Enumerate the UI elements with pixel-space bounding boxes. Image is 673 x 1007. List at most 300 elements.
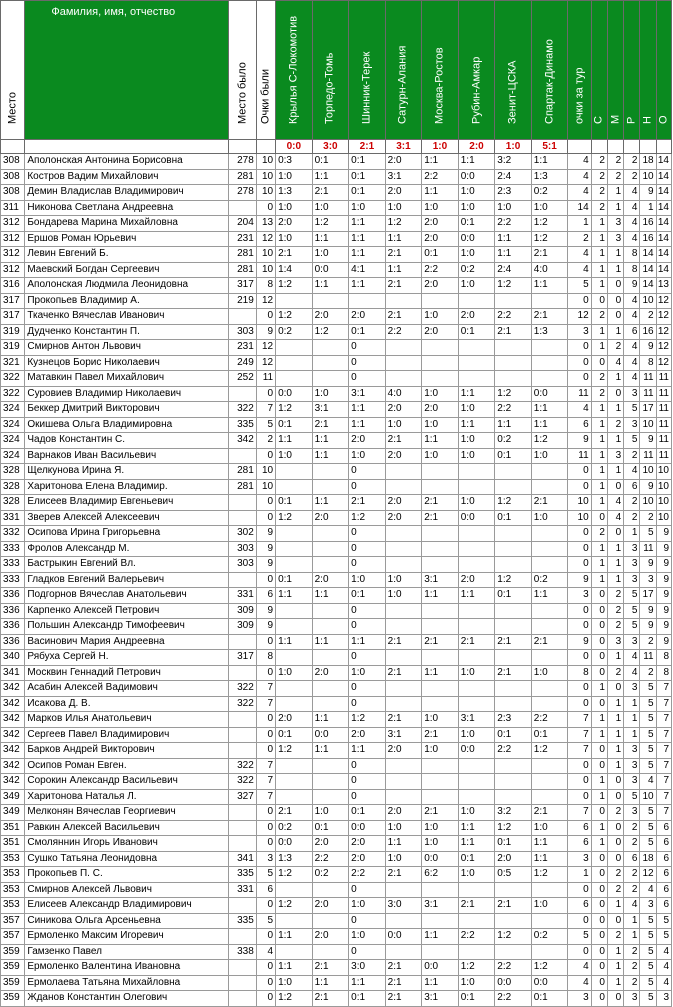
stat-cell: 11	[656, 448, 671, 464]
prediction-cell	[422, 619, 459, 635]
place-cell: 319	[1, 324, 25, 340]
tour-points-cell: 7	[568, 805, 591, 821]
table-row	[1, 309, 672, 325]
prediction-cell: 2:1	[385, 433, 422, 449]
prev-points-cell: 0	[256, 743, 275, 759]
prev-points-cell: 5	[256, 867, 275, 883]
stat-cell: 14	[656, 185, 671, 201]
stat-cell: 2	[607, 417, 623, 433]
prediction-cell: 1:0	[495, 200, 532, 216]
prediction-cell	[495, 944, 532, 960]
prediction-cell	[385, 541, 422, 557]
table-row	[1, 371, 672, 387]
table-row	[1, 340, 672, 356]
place-cell: 312	[1, 231, 25, 247]
prediction-cell	[458, 479, 495, 495]
prediction-cell: 1:1	[495, 231, 532, 247]
prediction-cell: 2:0	[385, 402, 422, 418]
name-cell: Елисеев Владимир Евгеньевич	[25, 495, 229, 511]
prediction-cell: 3:1	[422, 898, 459, 914]
prediction-cell	[495, 340, 532, 356]
stat-cell: 0	[591, 588, 607, 604]
prediction-cell: 1:1	[495, 417, 532, 433]
prediction-cell: 2:1	[422, 727, 459, 743]
table-row	[1, 386, 672, 402]
name-cell: Прокопьев П. С.	[25, 867, 229, 883]
stat-cell: 0	[591, 929, 607, 945]
prediction-cell: 0	[349, 696, 386, 712]
tour-points-cell: 4	[568, 154, 591, 170]
stat-cell: 11	[656, 371, 671, 387]
tour-points-cell: 0	[568, 526, 591, 542]
prediction-cell: 1:2	[312, 324, 349, 340]
prediction-cell: 0:1	[276, 572, 313, 588]
prediction-cell	[385, 619, 422, 635]
stat-cell: 1	[607, 572, 623, 588]
prediction-cell	[276, 882, 313, 898]
place-cell: 336	[1, 603, 25, 619]
name-cell: Щелкунова Ирина Я.	[25, 464, 229, 480]
prev-points-cell: 0	[256, 510, 275, 526]
prediction-cell: 2:1	[531, 247, 568, 263]
place-cell: 328	[1, 495, 25, 511]
stat-cell: 2	[624, 944, 640, 960]
prediction-cell	[495, 293, 532, 309]
stat-cell: 1	[607, 541, 623, 557]
prediction-cell: 0:1	[458, 324, 495, 340]
tour-points-cell: 0	[568, 619, 591, 635]
stat-cell: 1	[607, 975, 623, 991]
prediction-cell: 2:1	[385, 712, 422, 728]
tour-points-cell: 12	[568, 309, 591, 325]
prediction-cell	[276, 913, 313, 929]
place-cell: 317	[1, 293, 25, 309]
prev-points-cell: 7	[256, 696, 275, 712]
stat-cell: 9	[656, 603, 671, 619]
table-row	[1, 851, 672, 867]
stat-cell: 1	[591, 479, 607, 495]
table-row	[1, 324, 672, 340]
prediction-cell: 2:0	[312, 665, 349, 681]
name-cell: Харитонова Наталья Л.	[25, 789, 229, 805]
prediction-cell: 1:2	[349, 712, 386, 728]
prediction-cell	[276, 557, 313, 573]
stat-cell: 2	[607, 867, 623, 883]
tour-points-cell: 0	[568, 355, 591, 371]
prediction-cell	[495, 603, 532, 619]
table-row	[1, 231, 672, 247]
prediction-cell: 0:0	[458, 743, 495, 759]
prev-points-cell: 5	[256, 913, 275, 929]
prediction-cell: 1:1	[349, 634, 386, 650]
name-cell: Осипов Роман Евген.	[25, 758, 229, 774]
stat-cell: 0	[607, 851, 623, 867]
prediction-cell: 0:1	[276, 417, 313, 433]
prediction-cell	[422, 479, 459, 495]
prediction-cell	[312, 913, 349, 929]
stat-cell: 7	[656, 789, 671, 805]
tour-points-cell: 6	[568, 898, 591, 914]
prev-points-cell: 12	[256, 231, 275, 247]
name-cell: Асабин Алексей Вадимович	[25, 681, 229, 697]
prev-place-cell: 322	[229, 758, 256, 774]
prediction-cell: 1:0	[312, 386, 349, 402]
prev-points-cell: 11	[256, 371, 275, 387]
prev-points-cell: 10	[256, 262, 275, 278]
prediction-cell	[385, 355, 422, 371]
prediction-cell: 1:1	[422, 665, 459, 681]
stat-cell: 2	[607, 929, 623, 945]
prediction-cell	[458, 789, 495, 805]
prediction-cell: 2:2	[422, 169, 459, 185]
prev-place-cell	[229, 991, 256, 1007]
place-cell: 342	[1, 743, 25, 759]
prediction-cell	[276, 464, 313, 480]
prediction-cell: 0:2	[531, 572, 568, 588]
prediction-cell: 2:1	[458, 898, 495, 914]
prediction-cell: 0	[349, 355, 386, 371]
stat-cell: 7	[656, 696, 671, 712]
stat-cell: 1	[607, 464, 623, 480]
prev-place-cell: 341	[229, 851, 256, 867]
prediction-cell	[495, 479, 532, 495]
prediction-cell	[458, 355, 495, 371]
prediction-cell: 2:1	[385, 634, 422, 650]
stat-cell: 1	[591, 464, 607, 480]
prediction-cell: 0:0	[349, 820, 386, 836]
tour-points-cell: 11	[568, 448, 591, 464]
prediction-cell: 1:1	[531, 417, 568, 433]
prediction-cell: 0:1	[349, 154, 386, 170]
stat-cell: 0	[591, 650, 607, 666]
prediction-cell: 2:1	[495, 324, 532, 340]
stat-cell: 1	[607, 960, 623, 976]
prediction-cell: 1:1	[458, 154, 495, 170]
prediction-cell: 1:2	[349, 510, 386, 526]
prediction-cell: 2:1	[385, 278, 422, 294]
table-row	[1, 557, 672, 573]
tour-points-cell: 0	[568, 557, 591, 573]
stat-cell: 0	[591, 743, 607, 759]
table-row	[1, 681, 672, 697]
prediction-cell: 2:1	[531, 309, 568, 325]
prediction-cell: 0:0	[531, 975, 568, 991]
stat-cell: 1	[607, 758, 623, 774]
stat-cell: 5	[640, 820, 656, 836]
match-result: 5:1	[531, 140, 568, 154]
prediction-cell: 1:0	[458, 247, 495, 263]
prediction-cell	[276, 944, 313, 960]
prediction-cell: 1:0	[458, 975, 495, 991]
stat-cell: 4	[640, 882, 656, 898]
name-cell: Варнаков Иван Васильевич	[25, 448, 229, 464]
name-cell: Карпенко Алексей Петрович	[25, 603, 229, 619]
stat-cell: 2	[591, 200, 607, 216]
stat-cell: 2	[624, 448, 640, 464]
stat-cell: 9	[640, 340, 656, 356]
prediction-cell: 2:2	[385, 324, 422, 340]
stat-cell: 3	[624, 991, 640, 1007]
stat-cell: 2	[607, 169, 623, 185]
stat-cell: 4	[607, 355, 623, 371]
prediction-cell: 1:0	[458, 278, 495, 294]
prediction-cell	[312, 650, 349, 666]
tour-points-cell: 9	[568, 433, 591, 449]
name-cell: Окишева Ольга Владимировна	[25, 417, 229, 433]
prediction-cell: 1:2	[312, 216, 349, 232]
prediction-cell	[385, 944, 422, 960]
stat-cell: 0	[591, 293, 607, 309]
prev-points-cell: 6	[256, 588, 275, 604]
prediction-cell	[422, 681, 459, 697]
stat-cell: 5	[656, 929, 671, 945]
stat-cell: 0	[591, 944, 607, 960]
prev-points-cell: 13	[256, 216, 275, 232]
tour-points-cell: 8	[568, 665, 591, 681]
prediction-cell: 0:2	[531, 929, 568, 945]
prev-place-cell	[229, 743, 256, 759]
prediction-cell: 0:1	[349, 169, 386, 185]
prediction-cell: 0:1	[312, 154, 349, 170]
prediction-cell	[276, 526, 313, 542]
prediction-cell: 0:0	[531, 386, 568, 402]
prediction-cell	[312, 479, 349, 495]
stat-cell: 5	[624, 603, 640, 619]
table-row	[1, 185, 672, 201]
stat-cell: 6	[656, 851, 671, 867]
prediction-cell: 1:1	[458, 417, 495, 433]
prediction-cell: 1:0	[276, 975, 313, 991]
prediction-cell: 1:1	[422, 588, 459, 604]
prediction-cell: 2:2	[495, 216, 532, 232]
stat-cell: 1	[591, 541, 607, 557]
table-row	[1, 712, 672, 728]
prediction-cell: 1:1	[349, 402, 386, 418]
prediction-cell: 2:0	[385, 495, 422, 511]
prediction-cell: 0	[349, 371, 386, 387]
prediction-cell: 1:1	[312, 634, 349, 650]
stat-cell: 7	[656, 758, 671, 774]
stat-cell: 0	[607, 479, 623, 495]
stat-cell: 1	[607, 944, 623, 960]
prediction-cell: 0	[349, 913, 386, 929]
prediction-cell: 1:0	[458, 665, 495, 681]
prediction-cell: 0:0	[458, 169, 495, 185]
prediction-cell: 2:2	[495, 960, 532, 976]
name-cell: Бондарева Марина Михайловна	[25, 216, 229, 232]
stat-cell: 10	[640, 495, 656, 511]
prediction-cell: 1:1	[349, 975, 386, 991]
prediction-cell	[385, 882, 422, 898]
prev-points-cell: 10	[256, 247, 275, 263]
name-cell: Суровиев Владимир Николаевич	[25, 386, 229, 402]
prediction-cell	[422, 541, 459, 557]
name-cell: Гамзенко Павел	[25, 944, 229, 960]
prediction-cell: 1:1	[276, 960, 313, 976]
prediction-cell: 3:1	[385, 169, 422, 185]
prev-points-cell: 8	[256, 650, 275, 666]
name-cell: Марков Илья Анатольевич	[25, 712, 229, 728]
prediction-cell	[422, 882, 459, 898]
table-row	[1, 169, 672, 185]
prediction-cell: 1:0	[385, 820, 422, 836]
stat-cell: 1	[624, 913, 640, 929]
prediction-cell: 0:1	[495, 510, 532, 526]
stat-cell: 0	[591, 619, 607, 635]
prediction-cell	[312, 355, 349, 371]
prediction-cell: 1:1	[385, 262, 422, 278]
place-cell: 359	[1, 975, 25, 991]
prediction-cell: 2:1	[385, 309, 422, 325]
prediction-cell	[312, 526, 349, 542]
col-match-header: Зенит-ЦСКА	[495, 1, 532, 140]
prediction-cell: 1:0	[422, 712, 459, 728]
prediction-cell: 1:1	[385, 231, 422, 247]
table-row	[1, 836, 672, 852]
prev-place-cell: 219	[229, 293, 256, 309]
prev-place-cell: 331	[229, 882, 256, 898]
place-cell: 342	[1, 712, 25, 728]
prediction-cell: 0:1	[458, 216, 495, 232]
stat-cell: 5	[624, 789, 640, 805]
name-cell: Польшин Александр Тимофеевич	[25, 619, 229, 635]
prediction-cell: 1:0	[531, 510, 568, 526]
table-row	[1, 882, 672, 898]
prediction-cell: 2:0	[312, 929, 349, 945]
prediction-cell	[458, 371, 495, 387]
stat-cell: 10	[640, 417, 656, 433]
tour-points-cell: 0	[568, 913, 591, 929]
prediction-cell	[422, 650, 459, 666]
prediction-cell	[276, 681, 313, 697]
prediction-cell	[458, 774, 495, 790]
prev-place-cell: 338	[229, 944, 256, 960]
stat-cell: 1	[591, 216, 607, 232]
prediction-cell: 0:2	[312, 867, 349, 883]
place-cell: 316	[1, 278, 25, 294]
prediction-cell: 0	[349, 789, 386, 805]
prev-points-cell: 9	[256, 541, 275, 557]
match-result: 3:1	[385, 140, 422, 154]
place-cell: 324	[1, 433, 25, 449]
stat-cell: 14	[656, 231, 671, 247]
name-cell: Смирнов Антон Львович	[25, 340, 229, 356]
stat-cell: 2	[607, 619, 623, 635]
stat-cell: 1	[591, 774, 607, 790]
prediction-cell: 1:1	[349, 247, 386, 263]
stat-cell: 0	[607, 774, 623, 790]
prev-place-cell	[229, 448, 256, 464]
stat-cell: 0	[591, 805, 607, 821]
prediction-cell: 1:0	[385, 588, 422, 604]
prediction-cell	[458, 603, 495, 619]
prediction-cell: 1:0	[385, 417, 422, 433]
name-cell: Ткаченко Вячеслав Иванович	[25, 309, 229, 325]
prediction-cell: 1:0	[349, 898, 386, 914]
prediction-cell: 1:2	[276, 867, 313, 883]
prev-place-cell	[229, 975, 256, 991]
prediction-cell	[312, 464, 349, 480]
prediction-cell: 0:1	[349, 185, 386, 201]
prediction-cell: 1:0	[422, 820, 459, 836]
results-row	[1, 140, 672, 154]
match-result: 2:0	[458, 140, 495, 154]
prediction-cell	[385, 557, 422, 573]
name-cell: Ермолаева Татьяна Михайловна	[25, 975, 229, 991]
prediction-cell: 4:0	[385, 386, 422, 402]
prediction-cell: 0	[349, 464, 386, 480]
prediction-cell: 2:1	[385, 991, 422, 1007]
stat-cell: 2	[640, 510, 656, 526]
prev-place-cell: 281	[229, 262, 256, 278]
tour-points-cell: 2	[568, 231, 591, 247]
prediction-cell: 2:1	[458, 634, 495, 650]
stat-cell: 0	[607, 278, 623, 294]
prediction-cell	[385, 603, 422, 619]
prediction-cell	[276, 293, 313, 309]
col-match-header: Сатурн-Алания	[385, 1, 422, 140]
stat-cell: 2	[591, 371, 607, 387]
stat-cell: 11	[640, 386, 656, 402]
stat-cell: 1	[624, 696, 640, 712]
stat-cell: 4	[624, 665, 640, 681]
prediction-cell: 1:4	[276, 262, 313, 278]
prediction-cell: 1:2	[495, 495, 532, 511]
prev-points-cell: 0	[256, 634, 275, 650]
prediction-cell	[458, 464, 495, 480]
prediction-cell	[495, 355, 532, 371]
prediction-cell: 1:2	[495, 278, 532, 294]
prediction-cell	[531, 619, 568, 635]
stat-cell: 5	[624, 619, 640, 635]
name-cell: Елисеев Александр Владимирович	[25, 898, 229, 914]
stat-cell: 1	[607, 727, 623, 743]
stat-cell: 4	[624, 200, 640, 216]
tour-points-cell: 14	[568, 200, 591, 216]
stat-cell: 11	[640, 541, 656, 557]
tour-points-cell: 3	[568, 991, 591, 1007]
prediction-cell: 1:1	[276, 433, 313, 449]
prediction-cell: 1:2	[531, 867, 568, 883]
stat-cell: 6	[624, 851, 640, 867]
prediction-cell: 1:0	[458, 200, 495, 216]
prediction-cell: 1:1	[349, 417, 386, 433]
prediction-cell: 3:2	[495, 154, 532, 170]
stat-cell: 2	[640, 309, 656, 325]
prediction-cell	[495, 696, 532, 712]
stat-cell: 5	[640, 960, 656, 976]
stat-cell: 7	[656, 743, 671, 759]
prev-place-cell	[229, 309, 256, 325]
tour-points-cell: 7	[568, 743, 591, 759]
prediction-cell: 2:0	[276, 216, 313, 232]
name-cell: Мелконян Вячеслав Георгиевич	[25, 805, 229, 821]
name-cell: Харитонова Елена Владимир.	[25, 479, 229, 495]
prediction-cell: 0:1	[349, 588, 386, 604]
prediction-cell: 0	[349, 340, 386, 356]
prediction-cell: 2:2	[495, 991, 532, 1007]
prediction-cell: 2:0	[458, 309, 495, 325]
prev-place-cell: 281	[229, 247, 256, 263]
stat-cell: 2	[591, 185, 607, 201]
prev-points-cell: 0	[256, 960, 275, 976]
place-cell: 331	[1, 510, 25, 526]
prediction-cell	[385, 340, 422, 356]
prediction-cell: 2:2	[495, 309, 532, 325]
prev-place-cell: 204	[229, 216, 256, 232]
prediction-cell: 1:0	[458, 495, 495, 511]
stat-cell: 2	[591, 386, 607, 402]
